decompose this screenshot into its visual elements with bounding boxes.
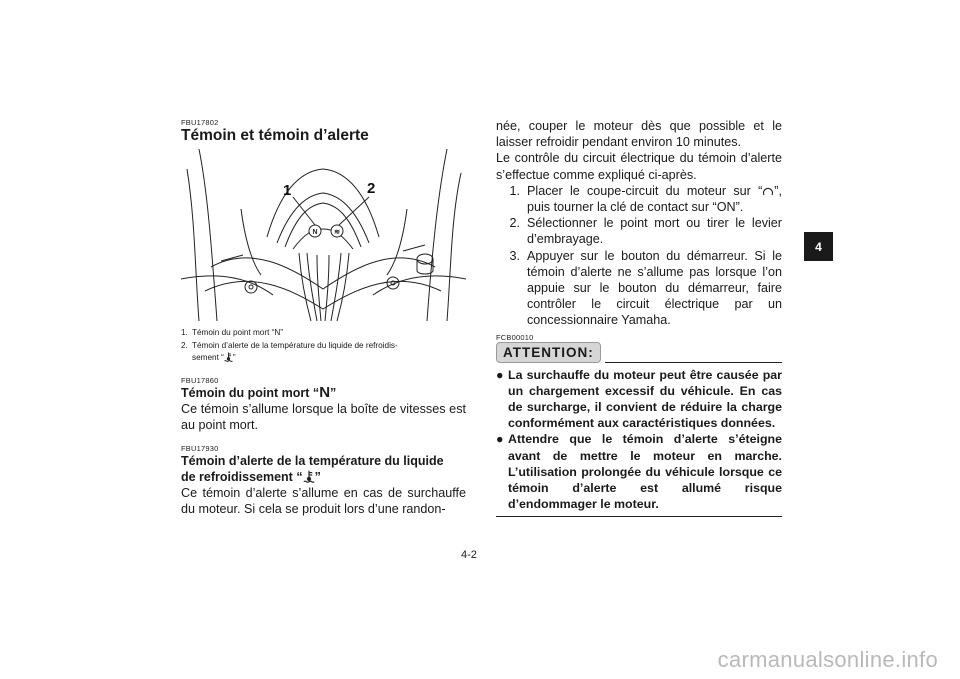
- right-column: [496, 118, 782, 517]
- section-title-line2: de refroidissement “ ”: [181, 469, 321, 484]
- attention-text: La surchauffe du moteur peut être causée par un chargement excessif du véhicule. En cas de surcharge, il convient de réduire la charge conformément aux caractéristiques données.: [508, 367, 782, 431]
- section-coolant: [181, 444, 466, 517]
- section-title-line1: Témoin d’alerte de la température du liquide: [181, 453, 444, 468]
- attention-item: [496, 431, 782, 512]
- section-code: FBU17802: [181, 118, 219, 127]
- bullet-icon: ●: [496, 432, 504, 447]
- svg-text:N: N: [312, 229, 318, 236]
- section-title: Témoin du point mort “N”: [181, 383, 337, 401]
- attention-end-rule: [496, 516, 782, 517]
- page-number: 4-2: [461, 549, 477, 561]
- svg-text:≋: ≋: [334, 229, 340, 236]
- step-text: Placer le coupe-circuit du moteur sur “ ”, puis tourner la clé de contact sur “ON”.: [527, 183, 782, 215]
- callout-2: 2: [367, 180, 376, 197]
- section-code: FBU17860: [181, 375, 219, 385]
- caption-item: [181, 327, 466, 340]
- coolant-temperature-icon: [224, 352, 233, 362]
- caption-number: 1.: [181, 328, 188, 337]
- step-text: Sélectionner le point mort ou tirer le levier d’embrayage.: [527, 216, 782, 247]
- caption-text: Témoin du point mort “N”: [192, 328, 284, 337]
- attention-header: [496, 342, 782, 363]
- coolant-temperature-icon: [303, 470, 315, 483]
- paragraph: Le contrôle du circuit électrique du témoin d’alerte s’effectue comme expliqué ci-après.: [496, 151, 782, 182]
- attention-item: [496, 367, 782, 432]
- section-code: FBU17930: [181, 443, 219, 453]
- watermark: carmanualsonline.info: [717, 647, 938, 672]
- caption-text: Témoin d’alerte de la température du liquide de refroidis-: [192, 340, 398, 350]
- section-body: Ce témoin s’allume lorsque la boîte de vitesses est au point mort.: [181, 401, 466, 432]
- neutral-icon: N: [319, 383, 331, 401]
- attention-label: ATTENTION:: [496, 342, 601, 363]
- step-item: [496, 183, 782, 215]
- step-item: [496, 215, 782, 247]
- left-column: [181, 118, 466, 517]
- attention-box: [496, 333, 782, 518]
- step-number: 3.: [509, 248, 520, 263]
- attention-body: [496, 363, 782, 513]
- attention-text: Attendre que le témoin d’alerte s’éteigne avant de mettre le moteur en marche. L’utilisation prolongée du véhicule lorsque ce témoin d’alerte est allumé risque d’endommager le moteur.: [508, 432, 782, 512]
- section-body: Ce témoin d’alerte s’allume en cas de surchauffe du moteur. Si cela se produit lors d’une randon-: [181, 485, 466, 517]
- paragraph: née, couper le moteur dès que possible et le laisser refroidir pendant environ 10 minutes.: [496, 119, 782, 150]
- step-item: [496, 248, 782, 329]
- caption-continuation: sement “ ”: [192, 353, 236, 362]
- dashboard-illustration: [181, 149, 466, 321]
- step-number: 2.: [509, 216, 520, 231]
- step-text: Appuyer sur le bouton du démarreur. Si le témoin d’alerte ne s’allume pas lorsque l’on appuie sur le bouton du démarreur, faire contrôler le circuit électrique par un concessionnaire Yamaha.: [527, 248, 782, 328]
- attention-rule: [605, 362, 782, 363]
- engine-run-icon: [762, 185, 774, 197]
- callout-1: 1: [283, 182, 292, 199]
- section-title: Témoin et témoin d’alerte: [181, 127, 369, 144]
- procedure-steps: [496, 183, 782, 329]
- step-number: 1.: [509, 183, 520, 198]
- bullet-icon: ●: [496, 367, 504, 382]
- caption-item: [181, 340, 466, 353]
- caption-number: 2.: [181, 340, 188, 350]
- attention-code: FCB00010: [496, 332, 534, 342]
- chapter-tab: 4: [804, 232, 833, 261]
- figure-caption: [181, 327, 466, 365]
- section-neutral: [181, 376, 466, 433]
